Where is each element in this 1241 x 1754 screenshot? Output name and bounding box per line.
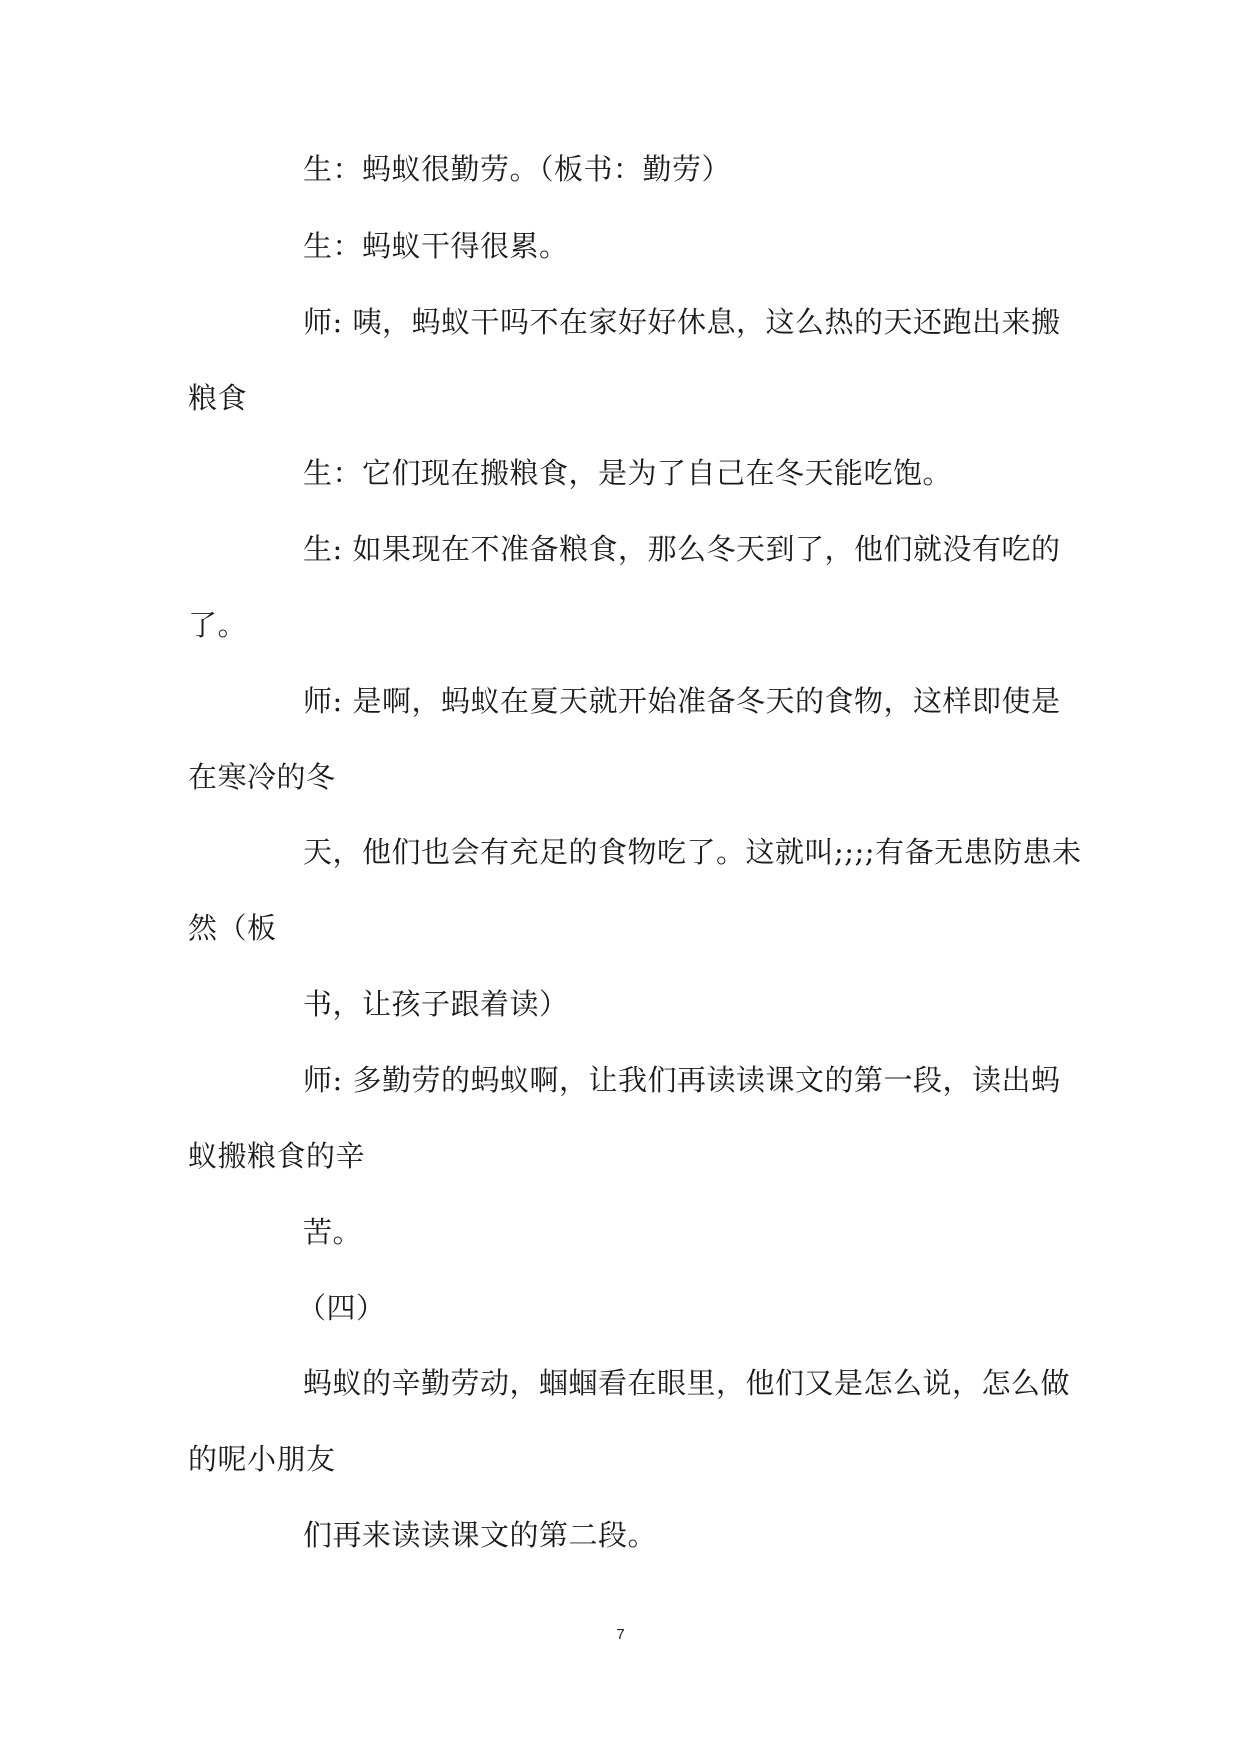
page-number: 7	[616, 1626, 625, 1643]
paragraph-line: 然（板	[188, 911, 277, 945]
paragraph-line: 天，他们也会有充足的食物吃了。这就叫;;;;有备无患防患未	[303, 835, 1082, 869]
paragraph-line: 们再来读读课文的第二段。	[303, 1518, 658, 1552]
paragraph-line: 在寒冷的冬	[188, 760, 336, 794]
paragraph-line: 苦。	[303, 1215, 363, 1249]
paragraph-line: 生：它们现在搬粮食，是为了自己在冬天能吃饱。	[303, 456, 953, 490]
section-heading: （四）	[297, 1291, 386, 1325]
paragraph-line: 师: 是啊，蚂蚁在夏天就开始准备冬天的食物，这样即使是	[303, 684, 1061, 718]
paragraph-line: 师: 咦，蚂蚁干吗不在家好好休息，这么热的天还跑出来搬	[303, 305, 1061, 339]
paragraph-line: 师: 多勤劳的蚂蚁啊，让我们再读读课文的第一段，读出蚂	[303, 1063, 1061, 1097]
paragraph-line: 蚂蚁的辛勤劳动，蝈蝈看在眼里，他们又是怎么说，怎么做	[303, 1366, 1071, 1400]
paragraph-line: 蚁搬粮食的辛	[188, 1139, 366, 1173]
paragraph-line: 书，让孩子跟着读）	[303, 987, 569, 1021]
paragraph-line: 的呢小朋友	[188, 1442, 336, 1476]
paragraph-line: 了。	[188, 608, 248, 642]
paragraph-line: 生：蚂蚁干得很累。	[303, 229, 569, 263]
paragraph-line: 粮食	[188, 381, 248, 415]
paragraph-line: 生: 如果现在不准备粮食，那么冬天到了，他们就没有吃的	[303, 532, 1061, 566]
paragraph-line: 生：蚂蚁很勤劳。（板书：勤劳）	[303, 152, 732, 186]
